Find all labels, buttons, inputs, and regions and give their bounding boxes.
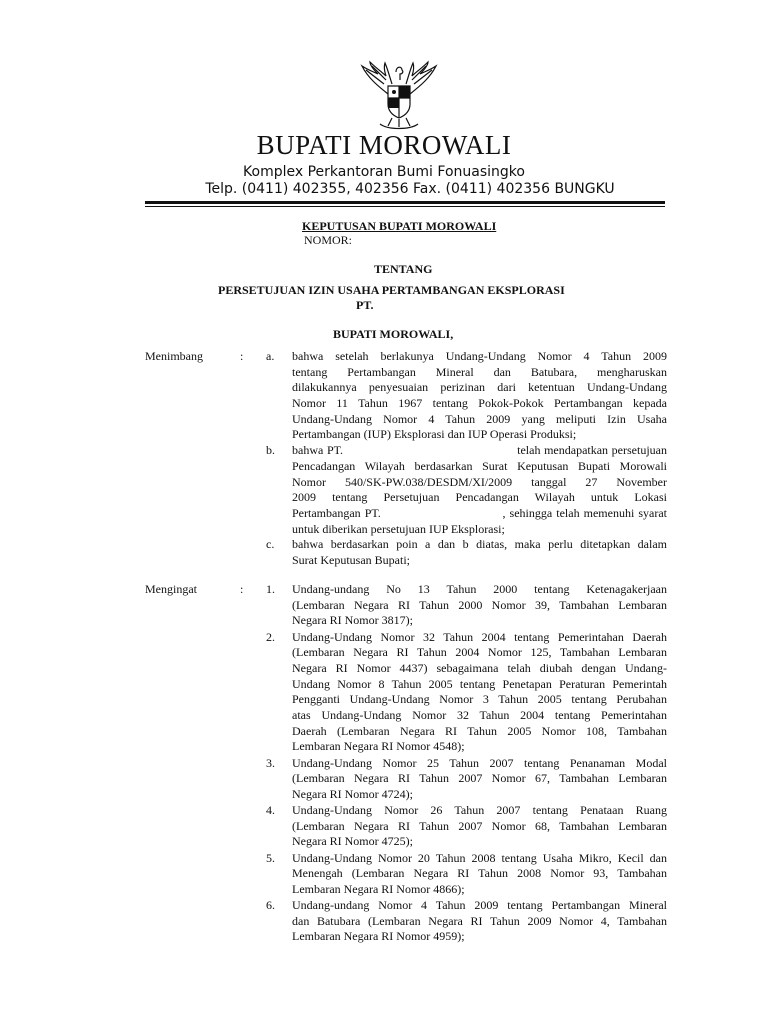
- mengingat-marker: 4.: [266, 803, 275, 817]
- mengingat-item-line: (Lembaran Negara RI Tahun 2000 Nomor 39, Tambahan Lembaran: [292, 597, 667, 612]
- mengingat-item-line: Pengganti Undang-Undang Nomor 3 Tahun 2005 tentang Perubahan: [292, 692, 667, 707]
- decree-subject-line1: PERSETUJUAN IZIN USAHA PERTAMBANGAN EKSPLORASI: [218, 283, 565, 297]
- menimbang-marker: b.: [266, 443, 275, 458]
- decree-authority: BUPATI MOROWALI,: [333, 327, 454, 341]
- menimbang-marker: c.: [266, 537, 275, 552]
- menimbang-item-line: Undang-Undang Nomor 4 Tahun 2009 yang meliputi Izin Usaha: [292, 411, 667, 426]
- menimbang-item-line: Pertambangan PT. , sehingga telah memenuhi syarat: [292, 505, 667, 520]
- mengingat-marker: 3.: [266, 755, 275, 770]
- mengingat-item-line: Undang-Undang Nomor 25 Tahun 2007 tentang Penanaman Modal: [292, 755, 667, 770]
- menimbang-item-line: tentang Pertambangan Mineral dan Batubara, mengharuskan: [292, 364, 667, 379]
- mengingat-marker: 2.: [266, 629, 275, 644]
- mengingat-item-line: Negara RI Nomor 4437) sebagaimana telah diubah dengan Undang-: [292, 660, 667, 675]
- mengingat-item-line: Lembaran Negara RI Nomor 4548);: [292, 739, 465, 754]
- menimbang-item-line: Nomor 540/SK-PW.038/DESDM/XI/2009 tanggal 27 November: [292, 474, 667, 489]
- mengingat-colon: :: [240, 582, 244, 596]
- mengingat-item-line: Undang Nomor 8 Tahun 2005 tentang Penetapan Peraturan Pemerintah: [292, 676, 667, 691]
- mengingat-item-line: Lembaran Negara RI Nomor 4959);: [292, 929, 465, 944]
- menimbang-item-line: bahwa setelah berlakunya Undang-Undang Nomor 4 Tahun 2009: [292, 349, 667, 363]
- mengingat-marker: 5.: [266, 850, 275, 865]
- mengingat-item-line: Undang-Undang Nomor 26 Tahun 2007 tentang Penataan Ruang: [292, 803, 667, 817]
- mengingat-marker: 1.: [266, 582, 275, 596]
- mengingat-item-line: Undang-undang No 13 Tahun 2000 tentang Ketenagakerjaan: [292, 582, 667, 596]
- mengingat-item: [292, 851, 667, 898]
- menimbang-item-line: bahwa berdasarkan poin a dan b diatas, maka perlu ditetapkan dalam: [292, 537, 667, 552]
- letterhead-title: BUPATI MOROWALI: [256, 130, 512, 160]
- garuda-emblem-icon: [358, 60, 440, 130]
- mengingat-item-line: atas Undang-Undang Nomor 32 Tahun 2004 tentang Pemerintahan: [292, 707, 667, 722]
- menimbang-item-line: Pertambangan (IUP) Eksplorasi dan IUP Operasi Produksi;: [292, 427, 577, 442]
- mengingat-item: [292, 630, 667, 756]
- mengingat-item-line: dan Batubara (Lembaran Negara RI Tahun 2009 Nomor 4, Tambahan: [292, 913, 667, 928]
- menimbang-item-line: Surat Keputusan Bupati;: [292, 553, 410, 568]
- menimbang-item: [292, 537, 667, 568]
- mengingat-item-line: Lembaran Negara RI Nomor 4866);: [292, 881, 465, 896]
- letterhead-rule-thick: [145, 201, 665, 204]
- letterhead-rule-thin: [145, 206, 665, 207]
- mengingat-item-line: Negara RI Nomor 4724);: [292, 786, 413, 801]
- menimbang-item-line: dilakukannya penyesuaian perizinan dari ketentuan Undang-Undang: [292, 380, 667, 395]
- menimbang-item-line: untuk diberikan persetujuan IUP Eksplorasi;: [292, 521, 505, 536]
- menimbang-item-line: Pencadangan Wilayah berdasarkan Surat Keputusan Bupati Morowali: [292, 458, 667, 473]
- mengingat-item: [292, 756, 667, 803]
- mengingat-item-line: Daerah (Lembaran Negara RI Tahun 2005 Nomor 108, Tambahan: [292, 723, 667, 738]
- mengingat-marker: 6.: [266, 898, 275, 912]
- menimbang-item-line: 2009 tentang Persetujuan Pencadangan Wilayah untuk Lokasi: [292, 490, 667, 505]
- menimbang-item: [292, 349, 667, 443]
- letterhead-contact: Telp. (0411) 402355, 402356 Fax. (0411) 402356 BUNGKU: [205, 181, 615, 197]
- decree-subject-line2: PT.: [356, 298, 374, 312]
- menimbang-item-line: Nomor 11 Tahun 1967 tentang Pokok-Pokok Pertambangan kepada: [292, 396, 667, 411]
- decree-about-label: TENTANG: [374, 262, 433, 276]
- mengingat-item-line: Negara RI Nomor 4725);: [292, 834, 413, 849]
- mengingat-item-line: Undang-Undang Nomor 20 Tahun 2008 tentang Usaha Mikro, Kecil dan: [292, 850, 667, 865]
- mengingat-item-line: (Lembaran Negara RI Tahun 2007 Nomor 67, Tambahan Lembaran: [292, 771, 667, 786]
- mengingat-label: Mengingat: [145, 582, 197, 596]
- menimbang-item-line: bahwa PT. telah mendapatkan persetujuan: [292, 443, 667, 458]
- menimbang-marker: a.: [266, 349, 275, 363]
- decree-number-label: NOMOR:: [304, 233, 353, 247]
- mengingat-item-line: Negara RI Nomor 3817);: [292, 613, 413, 628]
- mengingat-item-line: Menengah (Lembaran Negara RI Tahun 2008 Nomor 93, Tambahan: [292, 866, 667, 881]
- mengingat-item: [292, 582, 667, 629]
- mengingat-item: [292, 803, 667, 850]
- mengingat-item-line: Undang-undang Nomor 4 Tahun 2009 tentang Pertambangan Mineral: [292, 898, 667, 912]
- mengingat-item-line: (Lembaran Negara RI Tahun 2004 Nomor 125, Tambahan Lembaran: [292, 645, 667, 660]
- mengingat-item: [292, 898, 667, 945]
- menimbang-colon: :: [240, 349, 244, 363]
- mengingat-item-line: Undang-Undang Nomor 32 Tahun 2004 tentang Pemerintahan Daerah: [292, 629, 667, 644]
- menimbang-item: [292, 443, 667, 537]
- mengingat-item-line: (Lembaran Negara RI Tahun 2007 Nomor 68, Tambahan Lembaran: [292, 818, 667, 833]
- menimbang-label: Menimbang: [145, 349, 203, 363]
- decree-heading: KEPUTUSAN BUPATI MOROWALI: [302, 219, 497, 233]
- letterhead-address: Komplex Perkantoran Bumi Fonuasingko: [243, 164, 525, 180]
